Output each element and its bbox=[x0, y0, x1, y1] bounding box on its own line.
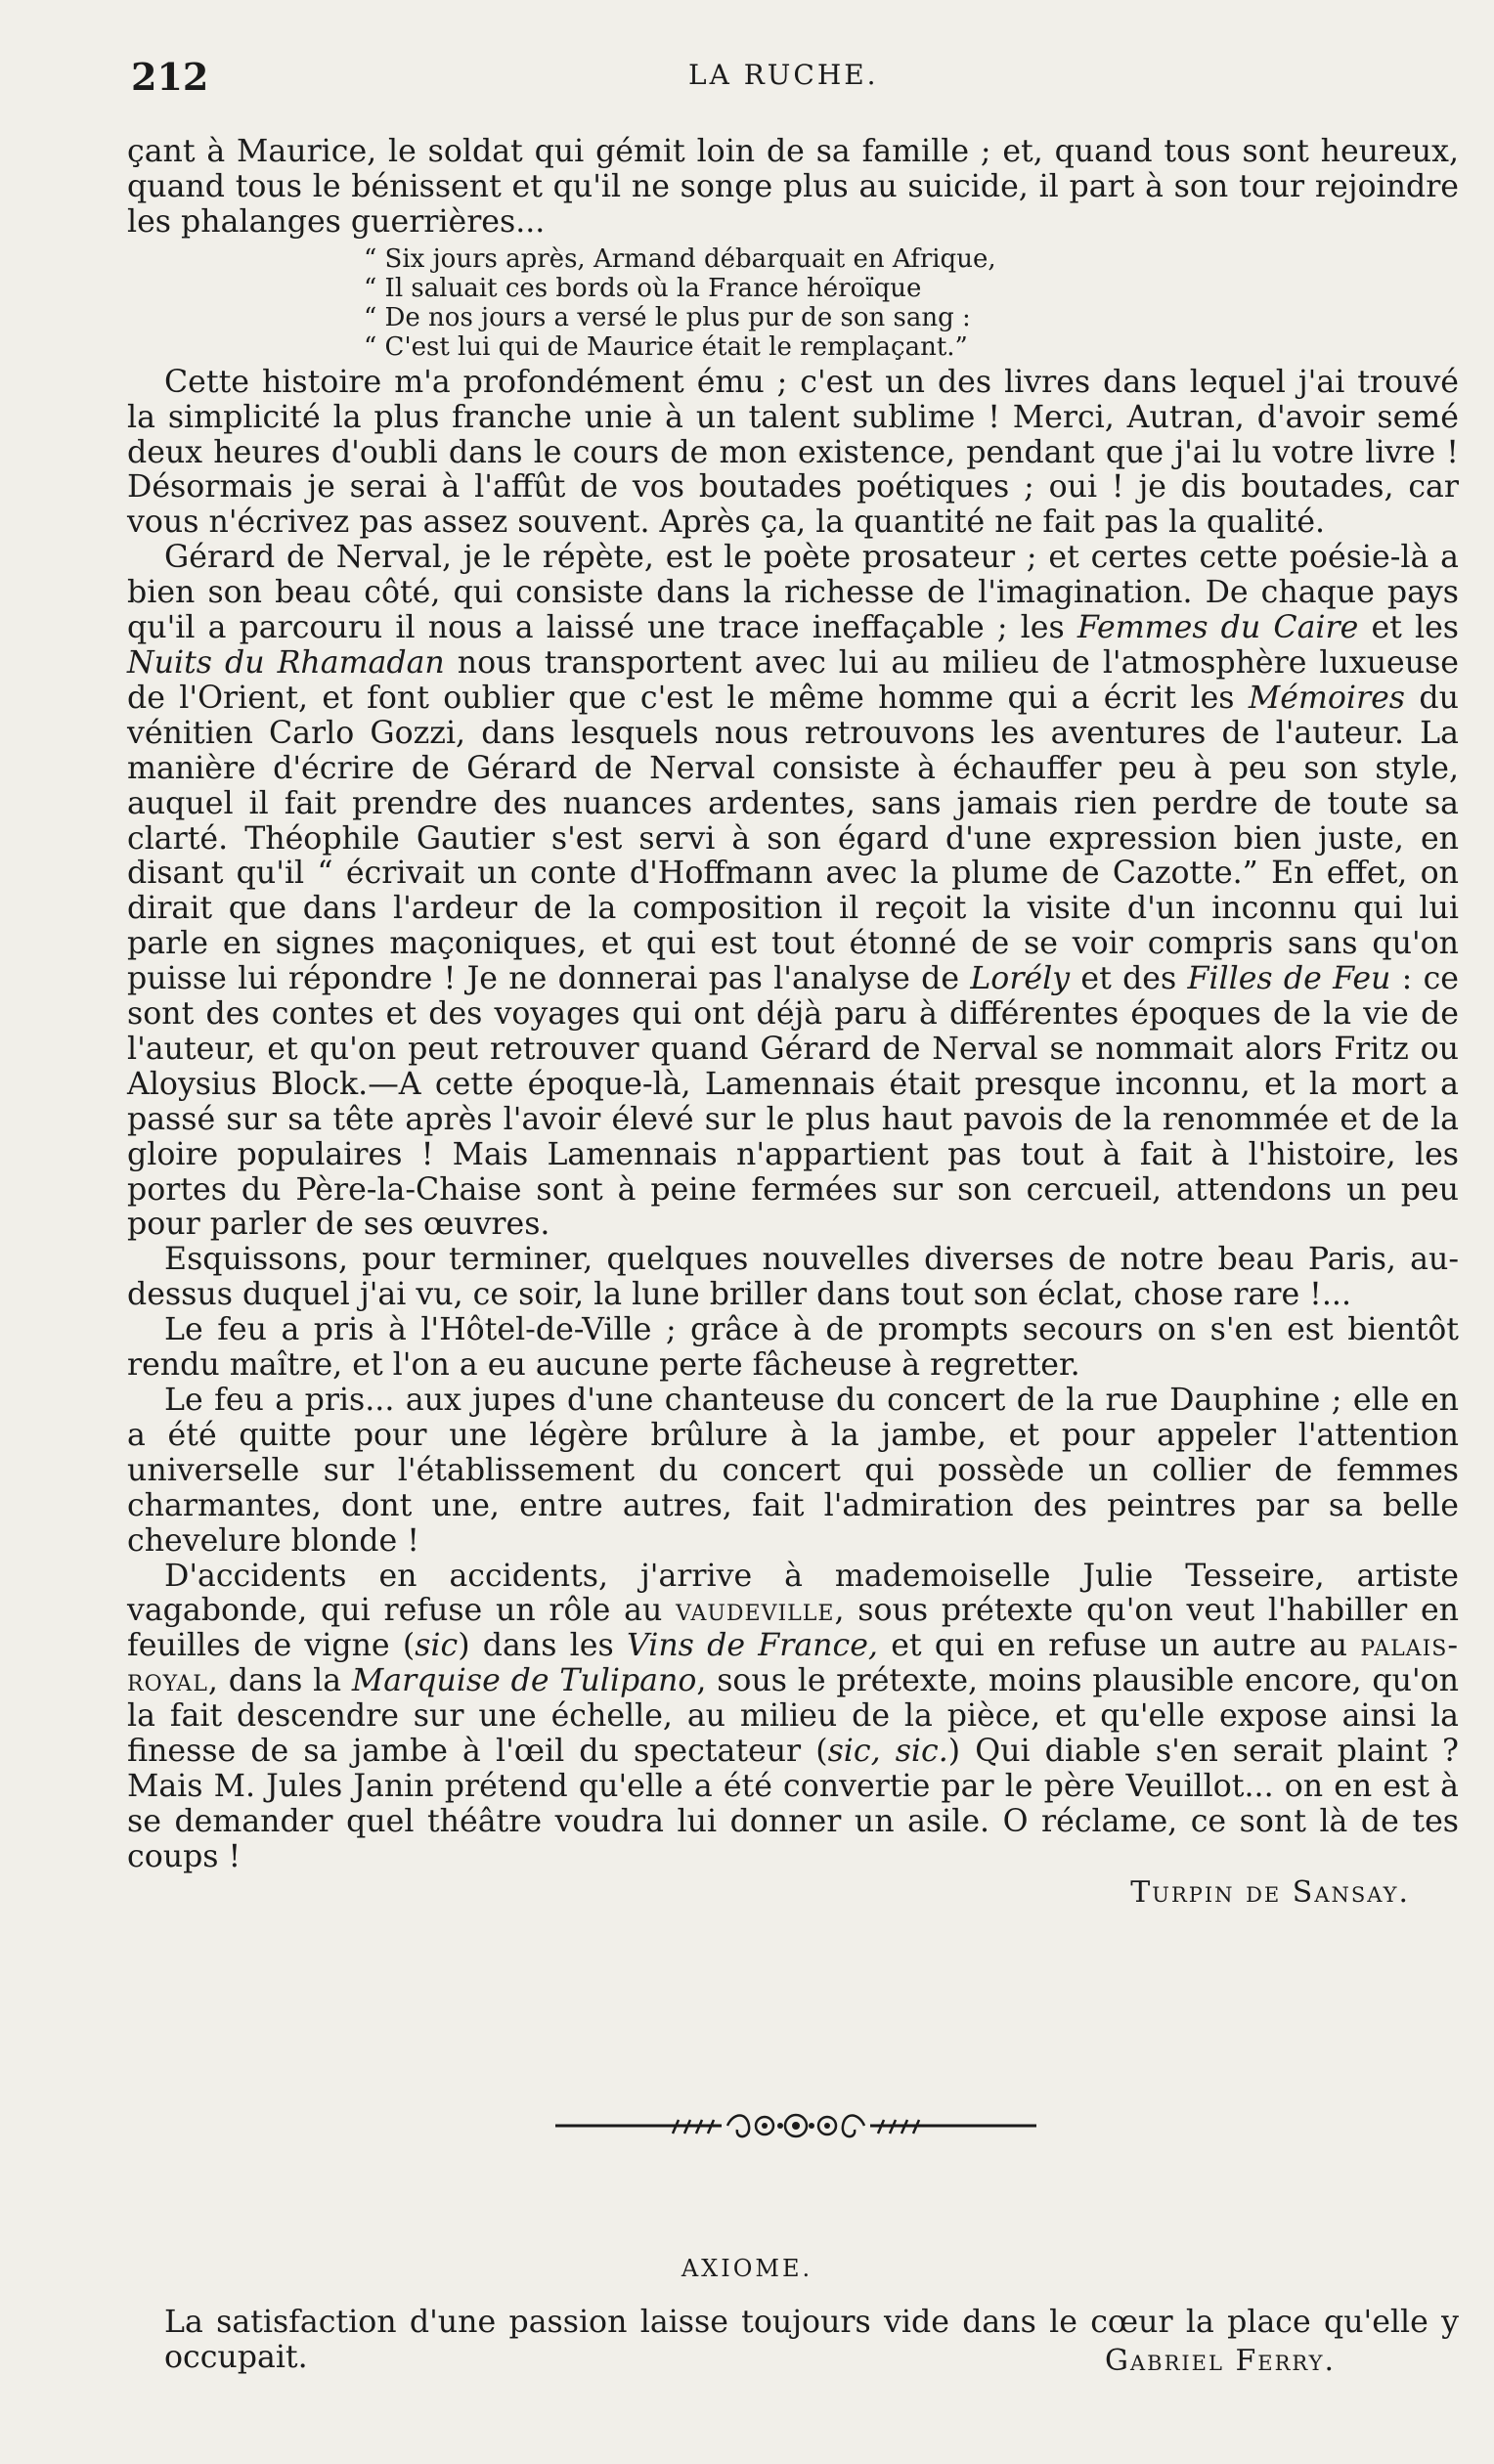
paragraph-5: Le feu a pris à l'Hôtel-de-Ville ; grâce à de prompts secours on s'en est bientôt rendu maître, et l'on a eu aucune perte fâcheuse à regretter. bbox=[127, 1312, 1459, 1384]
running-title: LA RUCHE. bbox=[688, 59, 879, 91]
article-body bbox=[127, 135, 1459, 1911]
paragraph-1: çant à Maurice, le soldat qui gémit loin de sa famille ; et, quand tous sont heureux, quand tous le bénissent et qu'il ne songe plus au suicide, il part à son tour rejoindre les phalanges guerrières... bbox=[127, 134, 1459, 240]
page-header bbox=[131, 55, 1461, 104]
axiom-title: AXIOME. bbox=[681, 2255, 813, 2282]
paragraph-7: D'accidents en accidents, j'arrive à mademoiselle Julie Tesseire, artiste vagabonde, qui refuse un rôle au vaudeville, sous prétexte qu'on veut l'habiller en feuilles de vigne (sic) dans les Vins de France, et qui en refuse un autre au palais-royal, dans la Marquise de Tulipano, sous le prétexte, moins plausible encore, qu'on la fait descendre sur une échelle, au milieu de la pièce, et qu'elle expose ainsi la finesse de sa jambe à l'œil du spectateur (sic, sic.) Qui diable s'en serait plaint ? Mais M. Jules Janin prétend qu'elle a été convertie par le père Veuillot... on en est à se demander quel théâtre voudra lui donner un asile. O réclame, ce sont là de tes coups ! bbox=[127, 1558, 1460, 1874]
poem-line-4: “ C'est lui qui de Maurice était le remplaçant.” bbox=[364, 331, 968, 362]
paragraph-3: Gérard de Nerval, je le répète, est le poète prosateur ; et certes cette poésie-là a bien son beau côté, qui consiste dans la richesse de l'imagination. De chaque pays qu'il a parcouru il nous a laissé une trace ineffaçable ; les Femmes du Caire et les Nuits du Rhamadan nous transportent avec lui au milieu de l'atmosphère luxueuse de l'Orient, et font oublier que c'est le même homme qui a écrit les Mémoires du vénitien Carlo Gozzi, dans lesquels nous retrouvons les aventures de l'auteur. La manière d'écrire de Gérard de Nerval consiste à échauffer peu à peu son style, auquel il fait prendre des nuances ardentes, sans jamais rien perdre de toute sa clarté. Théophile Gautier s'est servi à son égard d'une expression bien juste, en disant qu'il “ écrivait un conte d'Hoffmann avec la plume de Cazotte.” En effet, on dirait que dans l'ardeur de la composition il reçoit la visite d'un inconnu qui lui parle en signes maçoniques, et qui est tout étonné de se voir compris sans qu'on puisse lui répondre ! Je ne donnerai pas l'analyse de Lorély et des Filles de Feu : ce sont des contes et des voyages qui ont déjà paru à différentes époques de la vie de l'auteur, et qu'on peut retrouver quand Gérard de Nerval se nommait alors Fritz ou Aloysius Block.—A cette époque-là, Lamennais était presque inconnu, et la mort a passé sur sa tête après l'avoir élevé sur le plus haut pavois de la renommée et de la gloire populaires ! Mais Lamennais n'appartient pas tout à fait à l'histoire, les portes du Père-la-Chaise sont à peine fermées sur son cercueil, attendons un peu pour parler de ses œuvres. bbox=[127, 540, 1460, 1243]
paragraph-2: Cette histoire m'a profondément ému ; c'est un des livres dans lequel j'ai trouvé la simplicité la plus franche unie à un talent sublime ! Merci, Autran, d'avoir semé deux heures d'oubli dans le cours de mon existence, pendant que j'ai lu votre livre ! Désormais je serai à l'affût de vos boutades poétiques ; oui ! je dis boutades, car vous n'écrivez pas assez souvent. Après ça, la quantité ne fait pas la qualité. bbox=[127, 364, 1459, 541]
poem-line-1: “ Six jours après, Armand débarquait en Afrique, bbox=[364, 243, 996, 274]
poem-line-3: “ De nos jours a versé le plus pur de son sang : bbox=[364, 302, 971, 332]
page-number: 212 bbox=[131, 55, 209, 99]
poem-quote bbox=[127, 244, 1459, 362]
decorative-rule-ornament-icon bbox=[555, 2104, 1036, 2147]
poem-line-2: “ Il saluait ces bords où la France héroïque bbox=[364, 273, 922, 303]
author-signature: Turpin de Sansay. bbox=[1130, 1874, 1410, 1910]
axiom-text: La satisfaction d'une passion laisse toujours vide dans le cœur la place qu'elle y occupait. bbox=[164, 2305, 1459, 2375]
paragraph-4: Esquissons, pour terminer, quelques nouvelles diverses de notre beau Paris, au-dessus duquel j'ai vu, ce soir, la lune briller dans tout son éclat, chose rare !... bbox=[127, 1242, 1459, 1313]
axiom-signature: Gabriel Ferry. bbox=[1105, 2344, 1337, 2378]
paragraph-6: Le feu a pris... aux jupes d'une chanteuse du concert de la rue Dauphine ; elle en a été quitte pour une légère brûlure à la jambe, et pour appeler l'attention universelle sur l'établissement du concert qui possède un collier de femmes charmantes, dont une, entre autres, fait l'admiration des peintres par sa belle chevelure blonde ! bbox=[127, 1383, 1459, 1559]
